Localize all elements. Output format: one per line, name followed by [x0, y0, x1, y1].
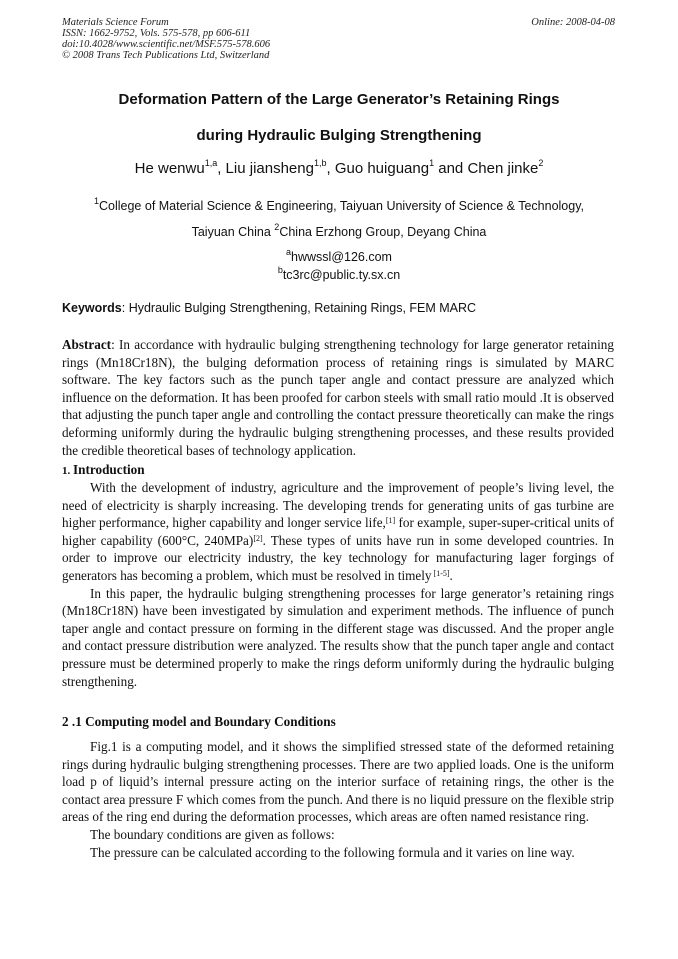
paragraph: In this paper, the hydraulic bulging strengthening processes for large generator’s retaining rings (Mn18Cr18N) have been investigated by simulation and experiment methods. The influence of punch taper angle and contact pressure on forming in the different stage was discussed. And the proper angle and contact pressure distribution were analyzed. The results show that the punch taper angle and contact pressure must be determined properly to make the rings deform uniformly during the hydraulic bulging strengthening. — [62, 585, 614, 689]
email-mark: a — [286, 247, 292, 257]
email-b — [0, 266, 678, 282]
abstract-label: Abstract — [62, 337, 112, 352]
journal-header — [62, 17, 270, 61]
author-affiliation-mark: 1,a — [204, 158, 218, 168]
affiliation-text: China Erzhong Group, Deyang China — [279, 225, 487, 240]
paragraph-text: . — [449, 567, 453, 583]
author-affiliation-mark: 2 — [538, 158, 544, 168]
author-list — [0, 159, 678, 177]
email-address[interactable]: hwwssl@126.com — [291, 250, 392, 265]
citation[interactable]: [2] — [253, 533, 263, 543]
paragraph-text: . These types of units have run in some developed countries. In order to improve our electricity industry, the key technology for manufacturing lager forgings of generators has becoming a problem, which must be resolved in timely — [62, 532, 615, 583]
author-separator: and — [434, 160, 468, 177]
section-heading-computing-model: 2 .1 Computing model and Boundary Conditions — [62, 714, 336, 729]
affiliation-2 — [0, 223, 678, 239]
email-mark: b — [277, 265, 283, 275]
section-title: Introduction — [73, 462, 145, 477]
affiliation-text: College of Material Science & Engineering, Taiyuan University of Science & Technology, — [99, 199, 584, 214]
keywords — [62, 301, 476, 315]
affiliation-mark: 1 — [93, 196, 99, 206]
journal-doi[interactable]: doi:10.4028/www.scientific.net/MSF.575-578.606 — [62, 39, 271, 50]
paper-title-line-2: during Hydraulic Bulging Strengthening — [196, 127, 482, 144]
abstract-text: : In accordance with hydraulic bulging strengthening technology for large generator retaining rings (Mn18Cr18N), the bulging deformation process of retaining rings is simulated by MARC software. The key factors such as the punch taper angle and contact pressure are analyzed which influence on the deformation. It has been proofed for carbon steels with small ratio mould .It is observed that adjusting the punch taper angle and controlling the contact pressure theoretically can make the rings deforming uniformly during the hydraulic bulging strengthening processes, and these results provided the credible theoretical bases of technology application. — [62, 337, 614, 458]
author-separator: , — [217, 160, 226, 177]
section-number: 1. — [62, 465, 73, 477]
paper-title-line-1: Deformation Pattern of the Large Generator’s Retaining Rings — [118, 91, 560, 108]
computing-model-body — [62, 738, 614, 861]
email-address[interactable]: tc3rc@public.ty.sx.cn — [282, 268, 401, 283]
email-a — [0, 248, 678, 264]
paragraph: The boundary conditions are given as follows: — [90, 826, 335, 842]
author-name: Chen jinke — [467, 160, 539, 177]
journal-issn: ISSN: 1662-9752, Vols. 575-578, pp 606-611 — [62, 28, 251, 39]
paragraph: Fig.1 is a computing model, and it shows the simplified stressed state of the deformed retaining rings during hydraulic bulging strengthening processes. There are two applied loads. One is the uniform load p of liquid’s internal pressure acting on the interior surface of retaining rings, the other is the contact area pressure F which comes from the punch. And there is no liquid pressure on the flexible strip areas of the ring end during the deformation processes, which areas are often named resistance ring. — [62, 739, 614, 825]
affiliation-mark: 2 — [274, 222, 280, 232]
affiliation-city: Taiyuan China — [191, 225, 275, 240]
paragraph: The pressure can be calculated according to the following formula and it varies on line way. — [90, 844, 575, 860]
author-affiliation-mark: 1,b — [313, 158, 327, 168]
paragraph-text: With the development of industry, agriculture and the improvement of people’s living level, the need of electricity is sharply increasing. The developing trends for generating units of gas turbine are higher performance, higher capability and longer service life, — [62, 480, 614, 531]
online-date: Online: 2008-04-08 — [531, 17, 615, 28]
paragraph — [62, 479, 614, 585]
paragraph-text: for example, super-super-critical units of higher capability (600°C, 240MPa) — [62, 515, 614, 548]
author-name: Guo huiguang — [334, 160, 430, 177]
citation[interactable]: [1] — [385, 516, 396, 526]
keywords-label: Keywords — [62, 301, 122, 315]
introduction-body — [62, 479, 614, 690]
abstract — [62, 336, 614, 459]
author-affiliation-mark: 1 — [429, 158, 435, 168]
keywords-text: : Hydraulic Bulging Strengthening, Retaining Rings, FEM MARC — [121, 301, 477, 315]
author-name: Liu jiansheng — [225, 160, 314, 177]
section-heading-introduction — [62, 462, 145, 478]
author-separator: , — [326, 160, 335, 177]
affiliation-1 — [0, 197, 678, 213]
author-name: He wenwu — [134, 160, 205, 177]
journal-copyright: © 2008 Trans Tech Publications Ltd, Switzerland — [62, 50, 270, 61]
citation[interactable]: [1-5] — [431, 568, 450, 578]
journal-name: Materials Science Forum — [62, 17, 169, 28]
